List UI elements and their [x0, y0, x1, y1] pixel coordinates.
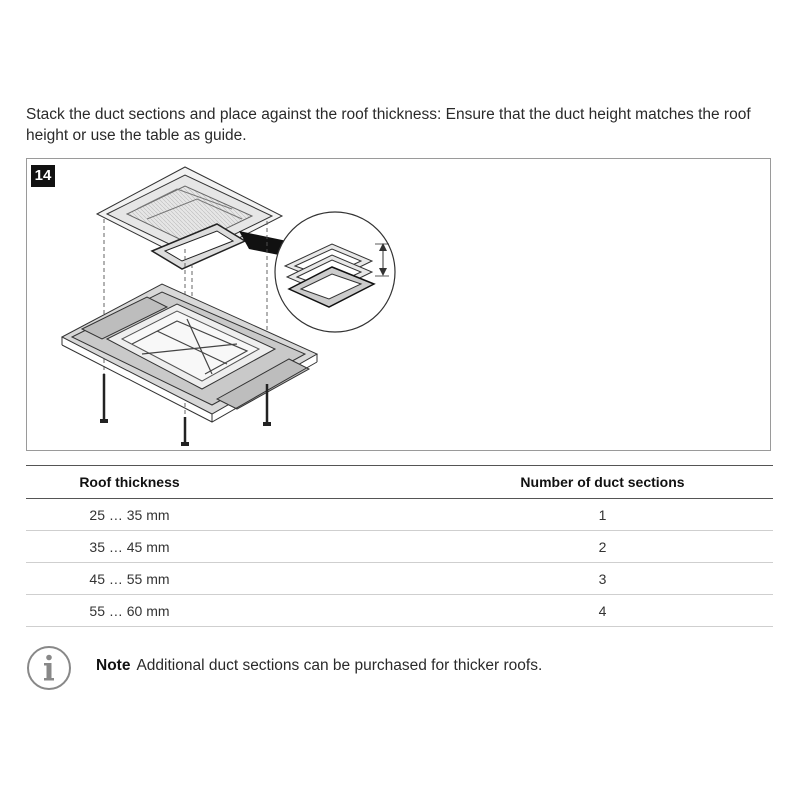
roof-unit-drawing — [62, 284, 317, 422]
info-icon — [26, 645, 72, 691]
note-text-line — [96, 657, 542, 675]
duct-detail-callout — [275, 212, 395, 332]
duct-sections-cell: 2 — [233, 531, 773, 563]
table-row — [26, 595, 773, 627]
roof-thickness-cell: 55 … 60 mm — [26, 595, 233, 627]
interior-frame-drawing — [97, 167, 282, 269]
table-row — [26, 531, 773, 563]
instruction-text: Stack the duct sections and place against the roof thickness: Ensure that the duct height matches the roof height or use the table as guide. — [26, 106, 751, 144]
table-header-row — [26, 466, 773, 499]
header-duct-sections: Number of duct sections — [233, 466, 773, 499]
note-label: Note — [96, 657, 131, 674]
duct-sections-cell: 3 — [233, 563, 773, 595]
note-box — [26, 645, 786, 691]
roof-thickness-cell: 45 … 55 mm — [26, 563, 233, 595]
duct-sections-cell: 1 — [233, 499, 773, 531]
table-row — [26, 563, 773, 595]
roof-thickness-cell: 35 … 45 mm — [26, 531, 233, 563]
duct-sections-cell: 4 — [233, 595, 773, 627]
figure-box — [26, 158, 771, 451]
duct-sections-table — [26, 465, 773, 627]
assembly-illustration — [27, 159, 772, 452]
step-number-badge: 14 — [31, 165, 55, 187]
note-message: Additional duct sections can be purchased for thicker roofs. — [136, 657, 543, 674]
header-roof-thickness: Roof thickness — [26, 466, 233, 499]
table-row — [26, 499, 773, 531]
roof-thickness-cell: 25 … 35 mm — [26, 499, 233, 531]
